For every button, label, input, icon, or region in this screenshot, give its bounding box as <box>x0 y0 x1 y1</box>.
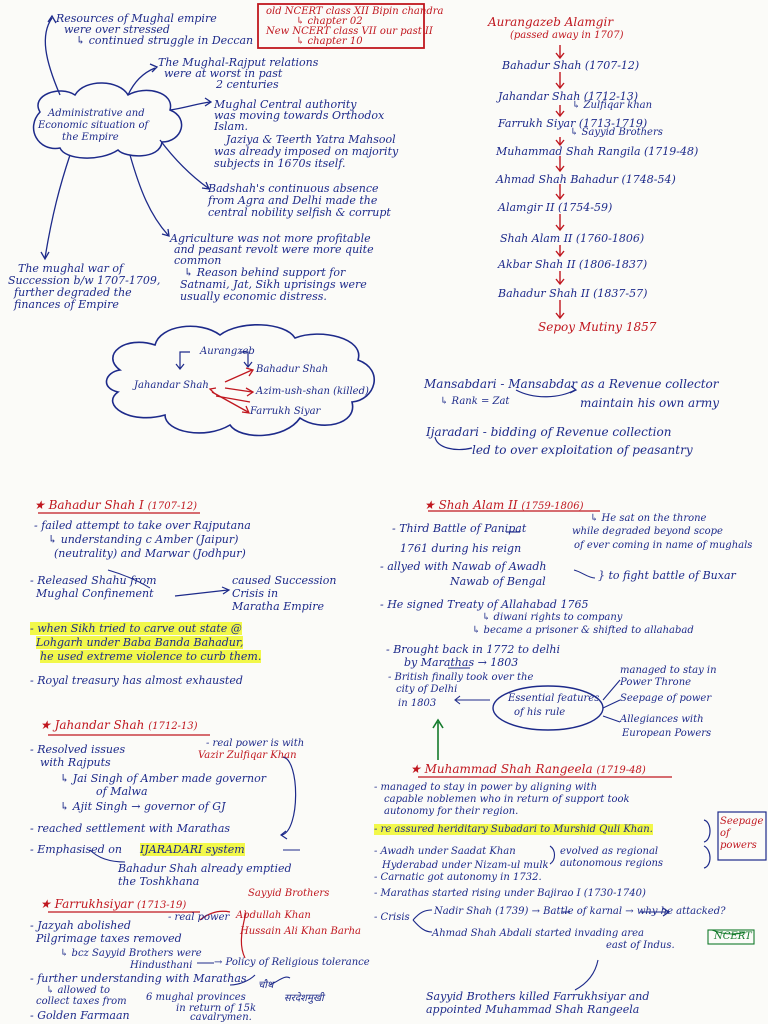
ruler-1: Bahadur Shah (1707-12) <box>502 59 640 72</box>
shahalam-line-19: managed to stay in <box>620 665 717 676</box>
cause-5-line-6: usually economic distress. <box>180 290 327 303</box>
muhammad-line-14: Ahmad Shah Abdali started invading area <box>432 928 645 939</box>
sepoy-mutiny: Sepoy Mutiny 1857 <box>538 320 657 334</box>
muhammad-line-2: capable noblemen who in return of support took <box>384 794 630 805</box>
jahandar-line-10: IJARADARI system <box>140 843 245 856</box>
muhammad-line-18: appointed Muhammad Shah Rangeela <box>426 1003 640 1016</box>
shahalam-line-18: of his rule <box>514 707 566 718</box>
cloud-farrukh: Farrukh Siyar <box>250 406 321 417</box>
cloud-azim: Azim-ush-shan (killed) <box>256 386 369 397</box>
shahalam-line-6: - allyed with Nawab of Awadh <box>380 560 547 573</box>
shahalam-line-22: Allegiances with <box>620 714 704 725</box>
bahadur-line-8: Maratha Empire <box>232 600 324 613</box>
muhammad-line-10: - Carnatic got autonomy in 1732. <box>374 872 542 883</box>
shahalam-line-8: } to fight battle of Buxar <box>598 569 736 582</box>
ruler-2-note: ↳ Zulfiqar khan <box>572 100 653 111</box>
mansabdari-army: maintain his own army <box>580 396 720 410</box>
cause-2-line-3: 2 centuries <box>216 78 279 91</box>
ruler-8: Akbar Shah II (1806-1837) <box>498 258 648 271</box>
bahadur-line-5: Mughal Confinement <box>36 587 154 600</box>
shahalam-line-2: 1761 during his reign <box>400 542 522 555</box>
bahadur-line-7: Crisis in <box>232 587 279 600</box>
shahalam-line-21: Seepage of power <box>620 693 712 704</box>
jahandar-line-6: of Malwa <box>96 785 148 798</box>
bahadur-line-11: he used extreme violence to curb them. <box>40 650 262 663</box>
muhammad-line-3: autonomy for their region. <box>384 806 519 817</box>
shahalam-line-16: in 1803 <box>398 698 437 709</box>
farrukh-line-4: Sayyid Brothers <box>248 888 330 899</box>
cause-5-line-3: common <box>174 254 222 267</box>
muhammad-line-12: - Crisis <box>374 912 410 923</box>
cause-6-line-1: The mughal war of <box>18 262 124 275</box>
ruler-5: Ahmad Shah Bahadur (1748-54) <box>496 173 676 186</box>
farrukh-line-7: ↳ bcz Sayyid Brothers were <box>60 948 202 959</box>
farrukh-line-9: → Policy of Religious tolerance <box>214 957 370 968</box>
bahadur-line-6: caused Succession <box>232 574 337 587</box>
cause-3-line-1: Mughal Central authority <box>214 98 357 111</box>
shahalam-line-7: Nawab of Bengal <box>450 575 546 588</box>
cause-3-line-4: Jaziya & Teerth Yatra Mahsool <box>226 133 396 146</box>
muhammad-title: ★ Muhammad Shah Rangeela (1719-48) <box>410 762 646 776</box>
shahalam-line-17: Essential features <box>508 693 600 704</box>
mansabdari-line: Mansabdari - Mansabdar as a Revenue collector <box>424 377 719 391</box>
ruler-3-note: ↳ Sayyid Brothers <box>570 127 663 138</box>
succession-subtitle: (passed away in 1707) <box>510 30 624 41</box>
muhammad-line-11: - Marathas started rising under Bajirao I (1730-1740) <box>374 888 646 899</box>
cloud-text-1: Administrative and <box>48 108 145 119</box>
farrukh-line-3: - real power <box>168 912 230 923</box>
ruler-2: Jahandar Shah (1712-13) <box>498 90 639 103</box>
cause-4-line-2: from Agra and Delhi made the <box>208 194 378 207</box>
jahandar-title: ★ Jahandar Shah (1712-13) <box>40 718 198 732</box>
farrukh-line-5: Abdullah Khan <box>236 910 311 921</box>
shahalam-line-10: ↳ diwani rights to company <box>482 612 623 623</box>
shahalam-line-23: European Powers <box>622 728 712 739</box>
shahalam-title: ★ Shah Alam II (1759-1806) <box>424 498 584 512</box>
farrukh-line-10: - further understanding with Marathas <box>30 972 247 985</box>
ruler-6: Alamgir II (1754-59) <box>498 201 613 214</box>
shahalam-line-11: ↳ became a prisoner & shifted to allahabad <box>472 625 694 636</box>
cause-6-line-3: further degraded the <box>14 286 132 299</box>
cause-1-line-3: ↳ continued struggle in Deccan <box>76 34 254 47</box>
cause-6-line-4: finances of Empire <box>14 298 119 311</box>
cause-1-line-2: were over stressed <box>64 23 170 36</box>
farrukh-line-17: चौथ <box>258 980 274 991</box>
jahandar-line-3: - real power is with <box>206 738 305 749</box>
ijaradari-line: Ijaradari - bidding of Revenue collection <box>426 425 672 439</box>
ruler-9: Bahadur Shah II (1837-57) <box>498 287 648 300</box>
bahadur-title: ★ Bahadur Shah I (1707-12) <box>34 498 197 512</box>
bahadur-line-12: - Royal treasury has almost exhausted <box>30 674 243 687</box>
farrukh-line-8: Hindusthani <box>130 960 193 971</box>
cloud-jahandar: Jahandar Shah <box>134 380 209 391</box>
cause-5-line-2: and peasant revolt were more quite <box>174 243 374 256</box>
ijaradari-result: led to over exploitation of peasantry <box>472 443 693 457</box>
ruler-4: Muhammad Shah Rangila (1719-48) <box>496 145 699 158</box>
farrukh-line-14: in return of 15k <box>176 1003 257 1014</box>
cause-2-line-2: were at worst in past <box>164 67 283 80</box>
jahandar-line-4: Vazir Zulfiqar Khan <box>198 750 297 761</box>
jahandar-line-11: Bahadur Shah already emptied <box>118 862 292 875</box>
shahalam-line-5: of ever coming in name of mughals <box>574 540 753 551</box>
shahalam-line-15: city of Delhi <box>396 684 458 695</box>
cause-3-line-3: Islam. <box>214 120 248 133</box>
jahandar-line-1: - Resolved issues <box>30 743 126 756</box>
muhammad-line-6: Hyderabad under Nizam-ul mulk <box>382 860 549 871</box>
muhammad-line-15: east of Indus. <box>606 940 675 951</box>
shahalam-line-20: Power Throne <box>620 677 692 688</box>
muhammad-line-8: autonomous regions <box>560 858 664 869</box>
farrukh-line-11: ↳ allowed to <box>46 985 111 996</box>
cause-2-line-1: The Mughal-Rajput relations <box>158 56 319 69</box>
ref-line-3: New NCERT class VII our past II <box>266 26 433 37</box>
shahalam-line-12: - Brought back in 1772 to delhi <box>386 643 561 656</box>
bahadur-line-1: - failed attempt to take over Rajputana <box>34 519 251 532</box>
muhammad-line-4: - re assured heriditary Subadari to Murshid Quli Khan. <box>374 824 653 835</box>
muhammad-line-9: Seepage of powers <box>720 816 764 851</box>
shahalam-line-9: - He signed Treaty of Allahabad 1765 <box>380 598 589 611</box>
bahadur-line-2: ↳ understanding c Amber (Jaipur) <box>48 533 239 546</box>
bahadur-line-9: - when Sikh tried to carve out state @ <box>30 622 242 635</box>
muhammad-line-5: - Awadh under Saadat Khan <box>374 846 516 857</box>
jahandar-line-5: ↳ Jai Singh of Amber made governor <box>60 772 266 785</box>
shahalam-line-4: while degraded beyond scope <box>572 526 723 537</box>
farrukh-line-18: सरदेशमुखी <box>284 993 324 1004</box>
farrukh-line-15: cavalrymen. <box>190 1012 252 1023</box>
shahalam-line-3: ↳ He sat on the throne <box>590 513 707 524</box>
farrukh-line-1: - Jazyah abolished <box>30 919 131 932</box>
succession-title: Aurangazeb Alamgir <box>488 15 614 29</box>
cause-3-line-2: was moving towards Orthodox <box>214 109 385 122</box>
cloud-text-2: Economic situation of <box>38 120 149 131</box>
cause-4-line-1: Badshah's continuous absence <box>208 182 379 195</box>
muhammad-line-13: Nadir Shah (1739) → Battle of karnal → why he attacked? <box>434 906 726 917</box>
farrukh-line-16: - Golden Farmaan <box>30 1009 130 1022</box>
cloud-text-3: the Empire <box>62 132 119 143</box>
jahandar-line-12: the Toshkhana <box>118 875 200 888</box>
cause-3-line-6: subjects in 1670s itself. <box>214 157 346 170</box>
cause-5-line-5: Satnami, Jat, Sikh uprisings were <box>180 278 367 291</box>
farrukh-line-2: Pilgrimage taxes removed <box>36 932 182 945</box>
farrukh-line-6: Hussain Ali Khan Barha <box>240 926 361 937</box>
cause-1-line-1: Resources of Mughal empire <box>56 12 217 25</box>
cloud-aurangzeb: Aurangzeb <box>200 346 255 357</box>
bahadur-line-4: - Released Shahu from <box>30 574 157 587</box>
ref-line-1: old NCERT class XII Bipin chandra <box>266 6 444 17</box>
cause-6-line-2: Succession b/w 1707-1709, <box>8 274 161 287</box>
cause-5-line-4: ↳ Reason behind support for <box>184 266 346 279</box>
muhammad-line-17: Sayyid Brothers killed Farrukhsiyar and <box>426 990 650 1003</box>
farrukh-title: ★ Farrukhsiyar (1713-19) <box>40 897 187 911</box>
cause-4-line-3: central nobility selfish & corrupt <box>208 206 391 219</box>
ref-line-4: ↳ chapter 10 <box>296 36 363 47</box>
shahalam-line-1: - Third Battle of Panipat <box>392 522 527 535</box>
shahalam-line-14: - British finally took over the <box>388 672 534 683</box>
muhammad-line-1: - managed to stay in power by aligning with <box>374 782 598 793</box>
farrukh-line-13: 6 mughal provinces <box>146 992 246 1003</box>
farrukh-line-12: collect taxes from <box>36 996 127 1007</box>
jahandar-line-7: ↳ Ajit Singh → governor of GJ <box>60 800 226 813</box>
cloud-bahadur: Bahadur Shah <box>256 364 329 375</box>
ref-line-2: ↳ chapter 02 <box>296 16 363 27</box>
bahadur-line-3: (neutrality) and Marwar (Jodhpur) <box>54 547 246 560</box>
jahandar-line-8: - reached settlement with Marathas <box>30 822 231 835</box>
jahandar-line-2: with Rajputs <box>40 756 111 769</box>
cause-5-line-1: Agriculture was not more profitable <box>170 232 371 245</box>
bahadur-line-10: Lohgarh under Baba Banda Bahadur, <box>36 636 244 649</box>
mansabdari-rank: ↳ Rank = Zat <box>440 396 510 407</box>
shahalam-line-13: by Marathas → 1803 <box>404 656 519 669</box>
ruler-3: Farrukh Siyar (1713-1719) <box>498 117 648 130</box>
muhammad-line-7: evolved as regional <box>560 846 659 857</box>
ruler-7: Shah Alam II (1760-1806) <box>500 232 645 245</box>
jahandar-line-9: - Emphasised on <box>30 843 122 856</box>
cause-3-line-5: was already imposed on majority <box>214 145 399 158</box>
muhammad-line-16: NCERT <box>714 931 752 942</box>
